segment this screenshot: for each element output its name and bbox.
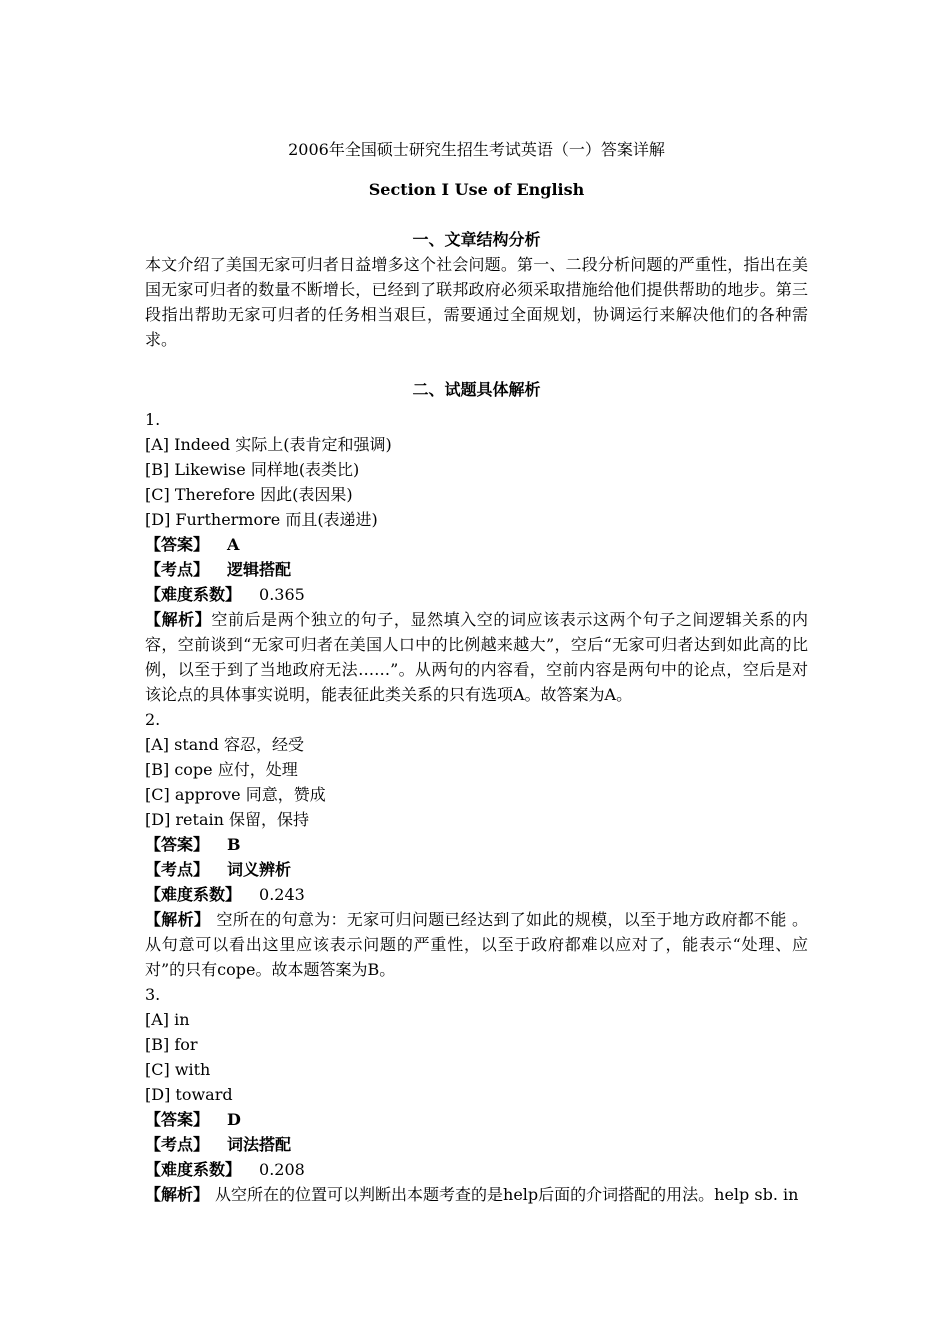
question-2 [145, 707, 808, 982]
answer-line [145, 532, 808, 557]
difficulty-label: 【难度系数】 [145, 585, 242, 604]
difficulty-label: 【难度系数】 [145, 885, 242, 904]
point-line [145, 557, 808, 582]
point-label: 【考点】 [145, 860, 210, 879]
difficulty-label: 【难度系数】 [145, 1160, 242, 1179]
question-number: 1. [145, 410, 161, 429]
point-line [145, 857, 808, 882]
question-1 [145, 407, 808, 707]
analysis-paragraph [145, 1182, 808, 1207]
answer-value: B [227, 835, 241, 854]
option-b: [B] for [145, 1035, 198, 1054]
question-3 [145, 982, 808, 1207]
option-b: [B] cope 应付，处理 [145, 760, 298, 779]
option-b: [B] Likewise 同样地(表类比) [145, 460, 360, 479]
question-number: 2. [145, 710, 161, 729]
option-c: [C] Therefore 因此(表因果) [145, 485, 353, 504]
answer-line [145, 832, 808, 857]
option-a: [A] in [145, 1010, 190, 1029]
answer-label: 【答案】 [145, 1110, 210, 1129]
option-a: [A] Indeed 实际上(表肯定和强调) [145, 435, 392, 454]
difficulty-value: 0.365 [259, 585, 305, 604]
analysis-text: 空所在的句意为：无家可归问题已经达到了如此的规模，以至于地方政府都不能 。从句意可以看出这里应该表示问题的严重性，以至于政府都难以应对了，能表示“处理、应对”的只有cope。故本题答案为B。 [145, 910, 808, 979]
part1-paragraph: 本文介绍了美国无家可归者日益增多这个社会问题。第一、二段分析问题的严重性，指出在美国无家可归者的数量不断增长，已经到了联邦政府必须采取措施给他们提供帮助的地步。第三段指出帮助无家可归者的任务相当艰巨，需要通过全面规划，协调运行来解决他们的各种需求。 [145, 255, 808, 349]
analysis-text: 从空所在的位置可以判断出本题考查的是help后面的介词搭配的用法。help sb. in [215, 1185, 799, 1204]
part2-heading: 二、试题具体解析 [412, 380, 541, 399]
point-label: 【考点】 [145, 560, 210, 579]
option-d: [D] Furthermore 而且(表递进) [145, 510, 378, 529]
answer-label: 【答案】 [145, 535, 210, 554]
answer-label: 【答案】 [145, 835, 210, 854]
analysis-label: 【解析】 [145, 1185, 210, 1204]
difficulty-line [145, 1157, 808, 1182]
document-title: 2006年全国硕士研究生招生考试英语（一）答案详解 [288, 140, 665, 159]
option-a: [A] stand 容忍，经受 [145, 735, 304, 754]
point-value: 词义辨析 [227, 860, 292, 879]
option-c: [C] with [145, 1060, 211, 1079]
option-d: [D] toward [145, 1085, 233, 1104]
section-title: Section I Use of English [368, 180, 585, 199]
option-c: [C] approve 同意，赞成 [145, 785, 326, 804]
answer-value: A [227, 535, 240, 554]
answer-line [145, 1107, 808, 1132]
analysis-paragraph [145, 607, 808, 707]
analysis-label: 【解析】 [145, 910, 211, 929]
difficulty-line [145, 582, 808, 607]
difficulty-value: 0.208 [259, 1160, 305, 1179]
point-value: 词法搭配 [227, 1135, 292, 1154]
difficulty-line [145, 882, 808, 907]
analysis-label: 【解析】 [145, 610, 212, 629]
document-content [145, 137, 808, 1207]
option-d: [D] retain 保留，保持 [145, 810, 309, 829]
analysis-text: 空前后是两个独立的句子，显然填入空的词应该表示这两个句子之间逻辑关系的内容，空前谈到“无家可归者在美国人口中的比例越来越大”，空后“无家可归者达到如此高的比例，以至于到了当地政府无法……”。从两句的内容看，空前内容是两句中的论点，空后是对该论点的具体事实说明，能表征此类关系的只有选项A。故答案为A。 [145, 610, 808, 704]
question-number: 3. [145, 985, 161, 1004]
analysis-paragraph [145, 907, 808, 982]
point-label: 【考点】 [145, 1135, 210, 1154]
difficulty-value: 0.243 [259, 885, 305, 904]
point-value: 逻辑搭配 [227, 560, 292, 579]
part1-heading: 一、文章结构分析 [412, 230, 541, 249]
answer-value: D [227, 1110, 241, 1129]
point-line [145, 1132, 808, 1157]
